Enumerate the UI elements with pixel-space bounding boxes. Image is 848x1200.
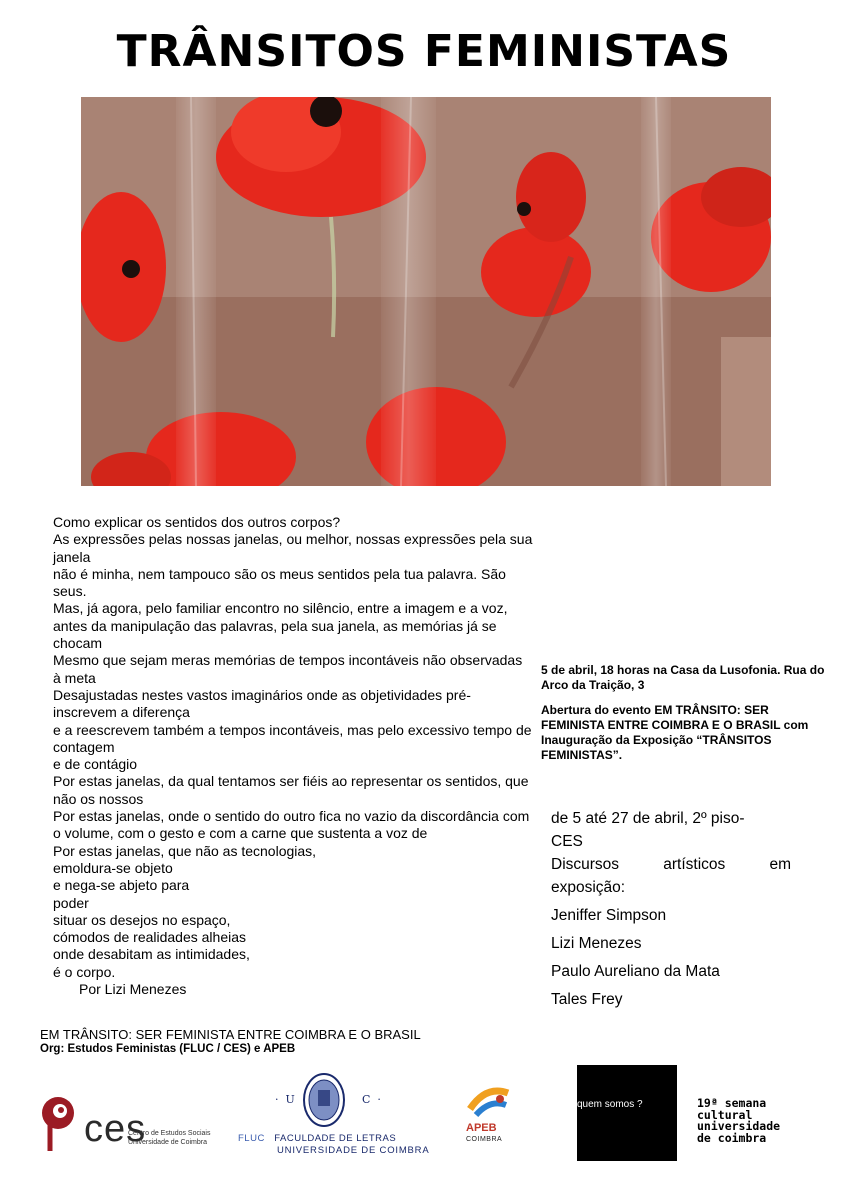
ces-logo-icon <box>40 1095 82 1153</box>
poem-line: e de contágio <box>53 756 138 773</box>
apeb-logo-icon <box>466 1085 512 1121</box>
poem-line: Por estas janelas, da qual tentamos ser fiéis ao representar os sentidos, que não os nossos <box>53 773 533 807</box>
event-opening: Abertura do evento EM TRÂNSITO: SER FEMINISTA ENTRE COIMBRA E O BRASIL com Inauguração da Exposição “TRÂNSITOS FEMINISTAS”. <box>541 703 809 762</box>
fluc-university: UNIVERSIDADE DE COIMBRA <box>277 1145 430 1156</box>
artist-name: Paulo Aureliano da Mata <box>551 963 720 980</box>
fluc-abbreviation: FLUC <box>238 1133 265 1144</box>
footer-organizers: Org: Estudos Feministas (FLUC / CES) e APEB <box>40 1043 296 1055</box>
exhibition-heading-cont: exposição: <box>551 879 626 896</box>
quem-somos-logo <box>577 1065 677 1161</box>
exhibition-place: CES <box>551 833 583 850</box>
poem-line: emoldura-se objeto <box>53 859 173 876</box>
poem-line: As expressões pelas nossas janelas, ou melhor, nossas expressões pela sua janela <box>53 531 537 565</box>
footer-event-name: EM TRÂNSITO: SER FEMINISTA ENTRE COIMBRA E O BRASIL <box>40 1027 421 1042</box>
poppy-illustration <box>81 97 771 486</box>
apeb-logo-subtitle: COIMBRA <box>466 1136 503 1143</box>
event-when: 5 de abril, 18 horas na Casa da Lusofonia. Rua do Arco da Traição, 3 <box>541 663 825 692</box>
poem-line: Desajustadas nestes vastos imaginários onde as objetividades pré-inscrevem a diferença <box>53 686 471 721</box>
artist-name: Jeniffer Simpson <box>551 907 667 924</box>
semana-line: de coimbra <box>697 1130 767 1145</box>
fluc-faculty-name: FACULDADE DE LETRAS <box>274 1133 397 1144</box>
quem-somos-text: quem somos ? <box>577 1099 643 1110</box>
poem-line: e nega-se abjeto para <box>53 877 190 894</box>
poem-line: cómodos de realidades alheias <box>53 929 247 946</box>
ces-logo-subtitle <box>128 1129 211 1147</box>
poem-line: onde desabitam as intimidades, <box>53 946 250 963</box>
ces-subtitle-line: Universidade de Coimbra <box>128 1139 207 1146</box>
page-title: TRÂNSITOS FEMINISTAS <box>116 26 732 77</box>
fluc-u-letter: · U <box>275 1093 295 1106</box>
artist-name: Lizi Menezes <box>551 935 642 952</box>
semana-cultural-logo <box>697 1098 780 1144</box>
exhibition-info <box>551 807 791 1011</box>
fluc-c-letter: C · <box>362 1093 381 1106</box>
semana-line: cultural <box>697 1107 753 1122</box>
poem-author: Por Lizi Menezes <box>79 981 187 998</box>
poem-line: Como explicar os sentidos dos outros corpos? <box>53 514 341 530</box>
apeb-logo-text: APEB <box>466 1122 497 1134</box>
poppy-curtain-photo <box>81 97 771 486</box>
poem-line: Por estas janelas, onde o sentido do outro fica no vazio da discordância com o volume, com o gesto e com a carne que sustenta a voz de <box>53 808 534 842</box>
semana-line: 19ª semana <box>697 1096 767 1110</box>
footer-credits <box>40 1027 421 1057</box>
poem-line: Por estas janelas, que não as tecnologias, <box>53 842 317 859</box>
poem-line: e a reescrevem também a tempos incontáveis, mas pelo excessivo tempo de contagem <box>53 721 536 755</box>
fluc-c: C <box>362 1093 371 1106</box>
exhibition-dates: de 5 até 27 de abril, 2º piso- <box>551 810 745 827</box>
poem-line: poder <box>53 894 89 911</box>
artist-name: Tales Frey <box>551 991 623 1008</box>
poem-line: Mas, já agora, pelo familiar encontro no silêncio, entre a imagem e a voz, antes da manipulação das palavras, pela sua janela, as memórias já se chocam <box>53 600 512 652</box>
ces-subtitle-line: Centro de Estudos Sociais <box>128 1130 211 1137</box>
exhibition-heading: Discursos artísticos em <box>551 856 791 873</box>
university-seal-icon <box>302 1072 346 1128</box>
fluc-u: U <box>285 1093 295 1106</box>
ces-logo-text: ces <box>84 1108 147 1150</box>
semana-line: universidade <box>697 1119 781 1133</box>
poem-line: é o corpo. <box>53 963 116 980</box>
event-info <box>541 663 826 773</box>
poem-line: situar os desejos no espaço, <box>53 911 231 928</box>
fluc-name <box>238 1133 396 1144</box>
poem <box>53 514 537 998</box>
poem-line: não é minha, nem tampouco são os meus sentidos pela tua palavra. São seus. <box>53 565 510 600</box>
poem-line: Mesmo que sejam meras memórias de tempos incontáveis não observadas à meta <box>53 652 527 686</box>
